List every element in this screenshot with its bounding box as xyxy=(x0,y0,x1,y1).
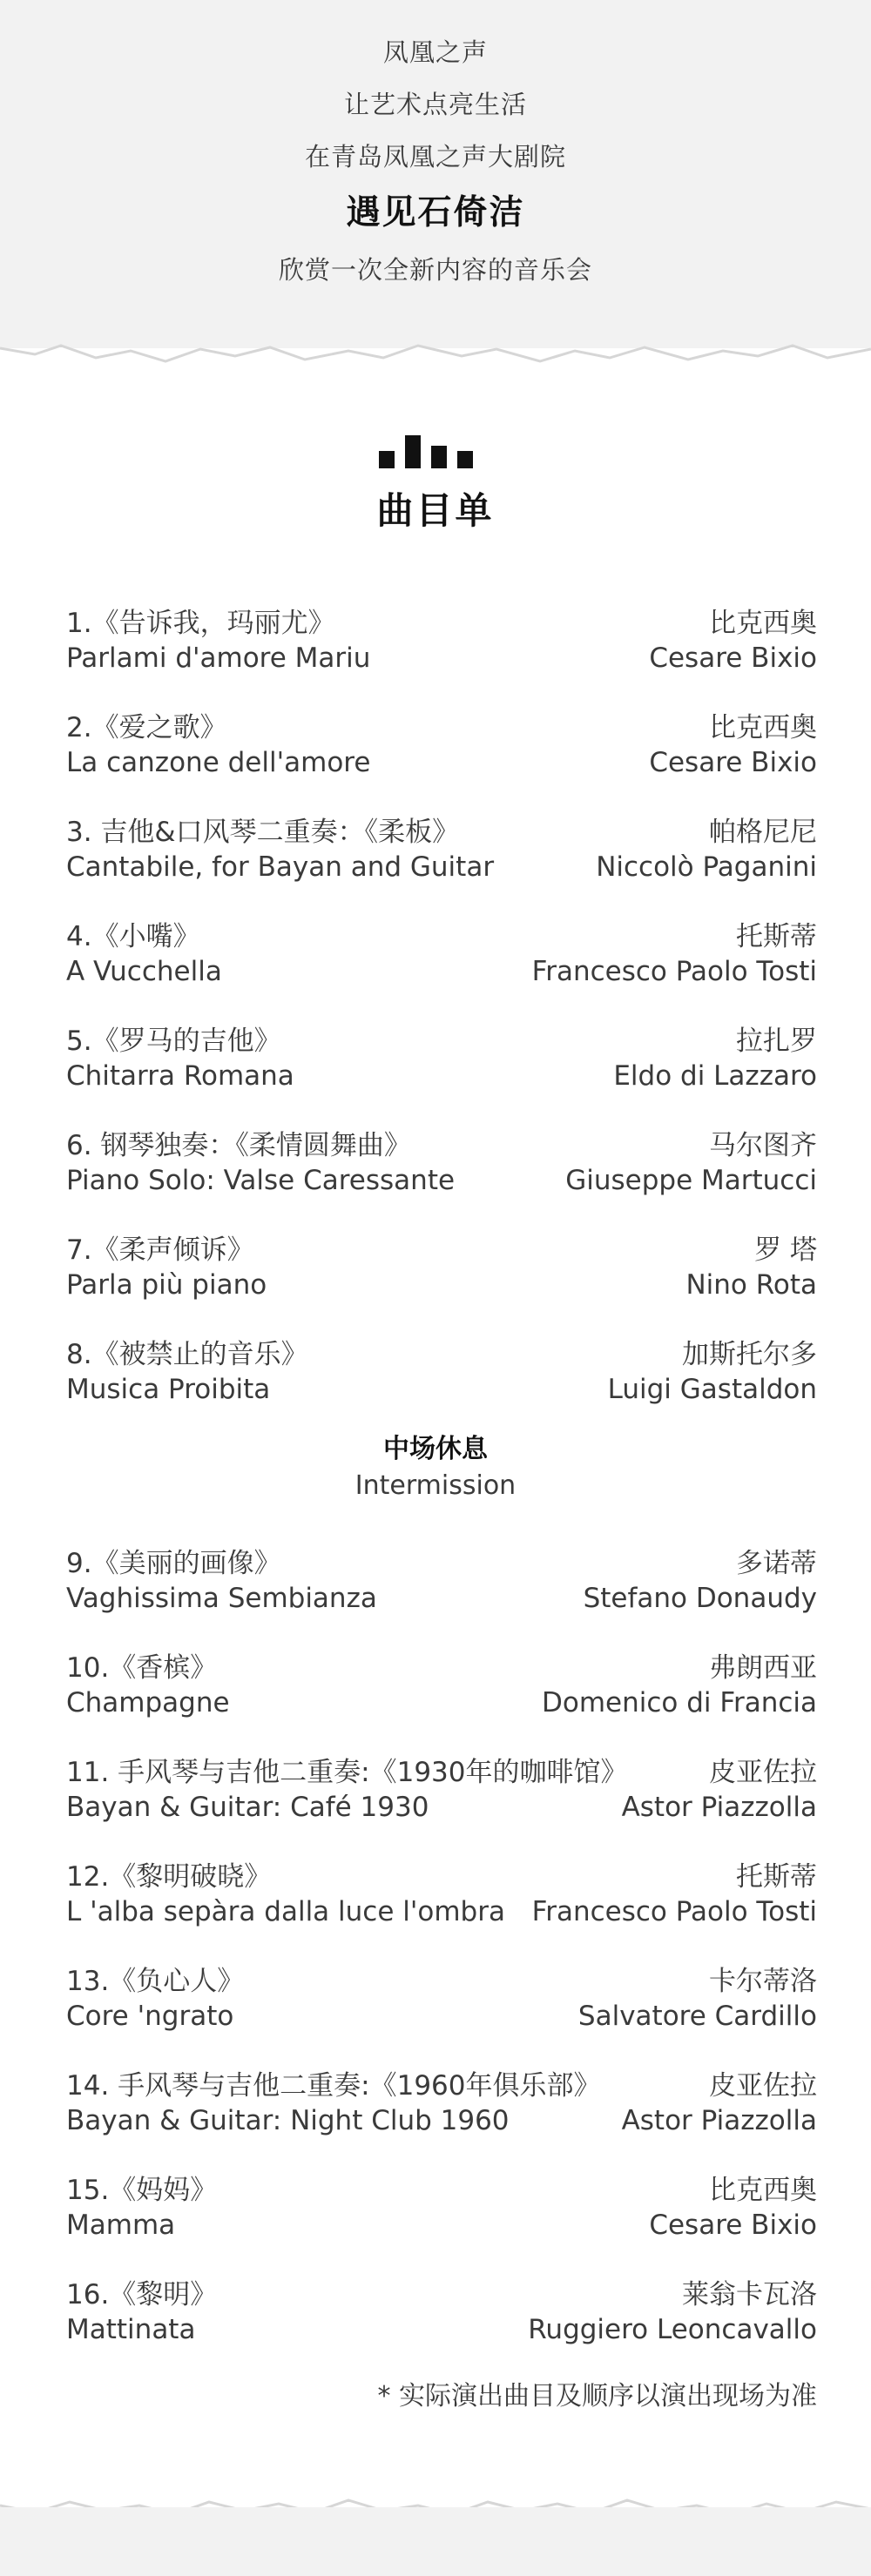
venue-name: 凤凰之声 xyxy=(382,37,488,67)
piece-title-en: Chitarra Romana xyxy=(66,1060,294,1092)
piece-title-en: Mamma xyxy=(66,2209,176,2241)
composer-cn: 托斯蒂 xyxy=(736,921,817,952)
piece-title-en: A Vucchella xyxy=(66,956,222,987)
piece-title-en: Core 'ngrato xyxy=(66,2001,234,2032)
intermission-label-cn: 中场休息 xyxy=(383,1434,488,1464)
program-item xyxy=(66,606,817,676)
piece-title-en: Bayan & Guitar: Café 1930 xyxy=(66,1792,429,1823)
composer-en: Domenico di Francia xyxy=(542,1687,817,1718)
piece-title-en: Champagne xyxy=(66,1687,230,1718)
piece-title-cn: 1.《告诉我，玛丽尤》 xyxy=(66,608,335,639)
program-item xyxy=(66,1651,817,1720)
composer-en: Cesare Bixio xyxy=(649,642,817,674)
program-item xyxy=(66,1024,817,1093)
composer-en: Francesco Paolo Tosti xyxy=(531,1896,817,1927)
composer-en: Cesare Bixio xyxy=(649,2209,817,2241)
composer-cn: 卡尔蒂洛 xyxy=(709,1966,817,1997)
composer-en: Salvatore Cardillo xyxy=(577,2001,817,2032)
piece-title-cn: 16.《黎明》 xyxy=(66,2279,218,2310)
composer-cn: 比克西奥 xyxy=(709,608,817,639)
intro-block xyxy=(0,26,871,296)
equalizer-bars-icon xyxy=(379,435,492,468)
composer-cn: 皮亚佐拉 xyxy=(709,2070,817,2102)
composer-cn: 比克西奥 xyxy=(709,712,817,743)
piece-title-en: Vaghissima Sembianza xyxy=(66,1583,377,1614)
piece-title-en: Mattinata xyxy=(66,2314,196,2345)
program-item xyxy=(66,1546,817,1616)
torn-paper-edge-top xyxy=(0,335,871,396)
program-heading xyxy=(0,435,871,535)
composer-cn: 多诺蒂 xyxy=(736,1548,817,1579)
composer-cn: 拉扎罗 xyxy=(736,1026,817,1057)
composer-cn: 加斯托尔多 xyxy=(682,1339,817,1370)
intermission-label-en: Intermission xyxy=(354,1470,517,1501)
composer-en: Niccolò Paganini xyxy=(596,851,817,883)
composer-en: Astor Piazzolla xyxy=(621,1792,817,1823)
program-item xyxy=(66,1964,817,2034)
piece-title-cn: 4.《小嘴》 xyxy=(66,921,200,952)
composer-en: Ruggiero Leoncavallo xyxy=(528,2314,817,2345)
composer-cn: 莱翁卡瓦洛 xyxy=(682,2279,817,2310)
concert-title: 遇见石倚洁 xyxy=(346,193,525,232)
composer-cn: 皮亚佐拉 xyxy=(709,1757,817,1788)
composer-en: Eldo di Lazzaro xyxy=(613,1060,817,1092)
piece-title-cn: 14. 手风琴与吉他二重奏:《1960年俱乐部》 xyxy=(66,2070,601,2102)
piece-title-cn: 10.《香槟》 xyxy=(66,1652,218,1684)
piece-title-en: Bayan & Guitar: Night Club 1960 xyxy=(66,2105,510,2136)
composer-cn: 罗 塔 xyxy=(754,1234,817,1266)
piece-title-en: L 'alba sepàra dalla luce l'ombra xyxy=(66,1896,505,1927)
program-item xyxy=(66,2277,817,2347)
program-title: 曲目单 xyxy=(376,489,495,532)
program-item xyxy=(66,1233,817,1302)
piece-title-cn: 6. 钢琴独奏：《柔情圆舞曲》 xyxy=(66,1130,411,1161)
slogan: 让艺术点亮生活 xyxy=(343,90,527,119)
composer-en: Giuseppe Martucci xyxy=(565,1165,817,1196)
piece-title-cn: 11. 手风琴与吉他二重奏:《1930年的咖啡馆》 xyxy=(66,1757,628,1788)
composer-cn: 马尔图齐 xyxy=(709,1130,817,1161)
composer-cn: 托斯蒂 xyxy=(736,1861,817,1893)
piece-title-en: Musica Proibita xyxy=(66,1374,271,1405)
program-item xyxy=(66,919,817,989)
composer-en: Stefano Donaudy xyxy=(583,1583,817,1614)
program-item xyxy=(66,710,817,780)
program-item xyxy=(66,1128,817,1198)
composer-cn: 比克西奥 xyxy=(709,2175,817,2206)
piece-title-cn: 15.《妈妈》 xyxy=(66,2175,218,2206)
piece-title-cn: 5.《罗马的吉他》 xyxy=(66,1026,281,1057)
piece-title-en: Cantabile, for Bayan and Guitar xyxy=(66,851,495,883)
venue-location: 在青岛凤凰之声大剧院 xyxy=(304,142,566,172)
composer-en: Astor Piazzolla xyxy=(621,2105,817,2136)
intermission-block xyxy=(0,1432,871,1505)
program-item xyxy=(66,815,817,884)
composer-en: Nino Rota xyxy=(685,1269,817,1301)
piece-title-cn: 3. 吉他&口风琴二重奏：《柔板》 xyxy=(66,817,460,848)
concert-tagline: 欣赏一次全新内容的音乐会 xyxy=(278,255,592,285)
piece-title-cn: 13.《负心人》 xyxy=(66,1966,245,1997)
program-item xyxy=(66,2068,817,2138)
composer-en: Luigi Gastaldon xyxy=(607,1374,817,1405)
piece-title-en: Parlami d'amore Mariu xyxy=(66,642,371,674)
program-item xyxy=(66,2173,817,2243)
composer-en: Francesco Paolo Tosti xyxy=(531,956,817,987)
piece-title-cn: 9.《美丽的画像》 xyxy=(66,1548,281,1579)
piece-title-en: Parla più piano xyxy=(66,1269,267,1301)
composer-cn: 弗朗西亚 xyxy=(709,1652,817,1684)
program-item xyxy=(66,1337,817,1407)
piece-title-cn: 7.《柔声倾诉》 xyxy=(66,1234,254,1266)
composer-cn: 帕格尼尼 xyxy=(709,817,817,848)
piece-title-cn: 8.《被禁止的音乐》 xyxy=(66,1339,308,1370)
piece-title-en: La canzone dell'amore xyxy=(66,747,371,778)
footnote: * 实际演出曲目及顺序以演出现场为准 xyxy=(377,2381,817,2411)
program-item xyxy=(66,1755,817,1825)
piece-title-cn: 2.《爱之歌》 xyxy=(66,712,227,743)
footer-background xyxy=(0,2507,871,2576)
piece-title-cn: 12.《黎明破晓》 xyxy=(66,1861,272,1893)
piece-title-en: Piano Solo: Valse Caressante xyxy=(66,1165,456,1196)
composer-en: Cesare Bixio xyxy=(649,747,817,778)
program-item xyxy=(66,1860,817,1929)
